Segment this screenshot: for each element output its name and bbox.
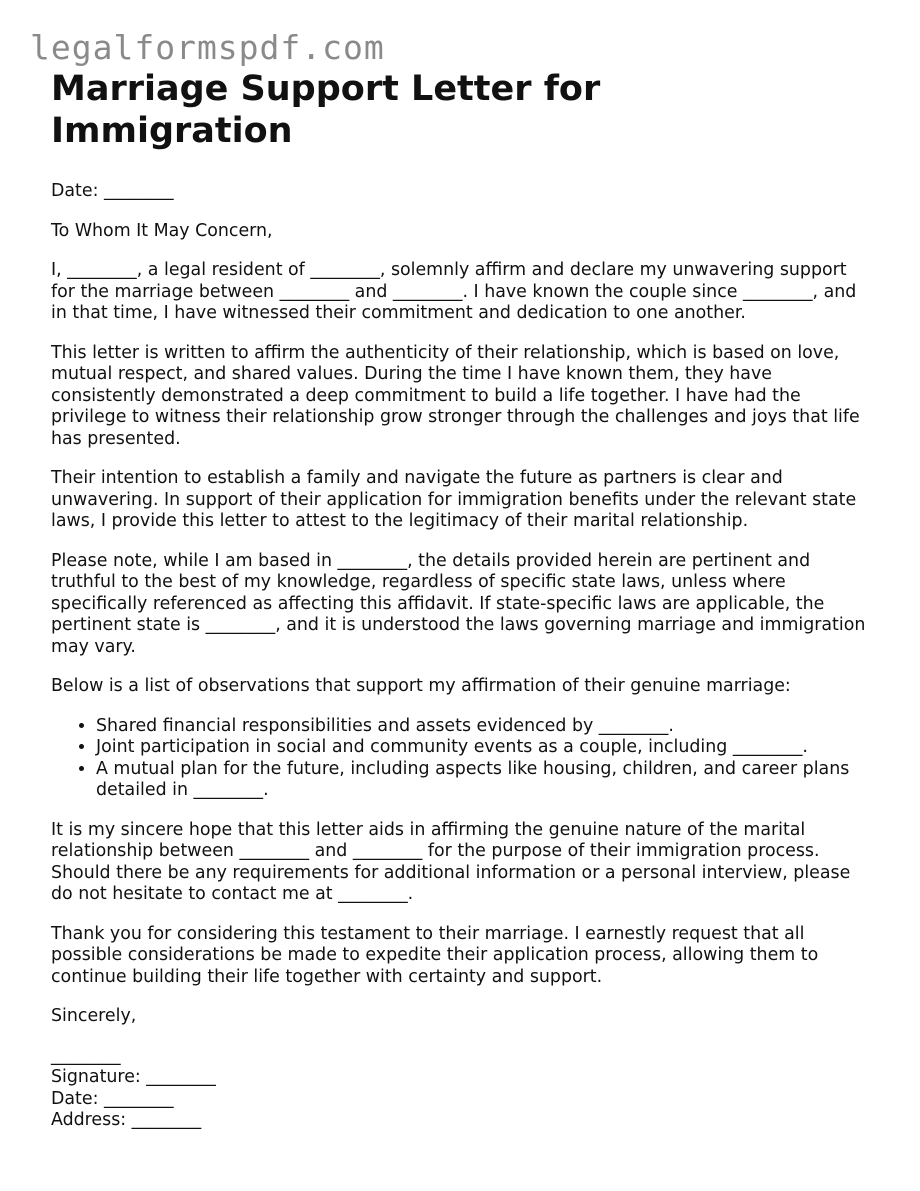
paragraph-affirmation: I, ________, a legal resident of ________, solemnly affirm and declare my unwavering support for the marriage between ________ and ________. I have known the couple since ________, and in that time, I have witnessed their commitment and dedication to one another. xyxy=(51,260,857,323)
date-line: Date: ________ xyxy=(51,181,174,201)
signoff: Sincerely, xyxy=(51,1006,137,1026)
watermark-text: legalformspdf.com xyxy=(30,28,385,67)
paragraph-hope: It is my sincere hope that this letter aids in affirming the genuine nature of the marital relationship between ________ and ________ for the purpose of their immigration process. Should there be any requirements for additional information or a personal interview, please do not hesitate to contact me at ________. xyxy=(51,819,851,904)
paragraph-authenticity: This letter is written to affirm the authenticity of their relationship, which is based on love, mutual respect, and shared values. During the time I have known them, they have consistently demonstrated a deep commitment to build a life together. I have had the privilege to witness their relationship grow stronger through the challenges and joys that life has presented. xyxy=(51,342,860,449)
signature-field: Signature: ________ xyxy=(51,1067,216,1087)
salutation: To Whom It May Concern, xyxy=(51,220,273,241)
paragraph-intention: Their intention to establish a family and navigate the future as partners is clear and unwavering. In support of their application for immigration benefits under the relevant state laws, I provide this letter to attest to the legitimacy of their marital relationship. xyxy=(51,468,857,531)
list-item: • A mutual plan for the future, including aspects like housing, children, and career plans detailed in ________. xyxy=(96,759,871,802)
signature-line: ________ xyxy=(51,1045,121,1066)
signature-block xyxy=(51,1046,871,1132)
signature-date-field: Date: ________ xyxy=(51,1088,174,1109)
letter-document xyxy=(51,68,871,1132)
list-item: • Shared financial responsibilities and assets evidenced by ________. xyxy=(96,716,871,738)
address-field: Address: ________ xyxy=(51,1110,202,1130)
paragraph-state-note: Please note, while I am based in ________, the details provided herein are pertinent and truthful to the best of my knowledge, regardless of specific state laws, unless where specifically referenced as affecting this affidavit. If state-specific laws are applicable, the pertinent state is ________, and it is understood the laws governing marriage and immigration may vary. xyxy=(51,550,866,657)
observations-list xyxy=(51,716,871,802)
document-title: Marriage Support Letter for Immigration xyxy=(51,69,601,151)
paragraph-observations-intro: Below is a list of observations that support my affirmation of their genuine marriage: xyxy=(51,676,791,696)
list-item: • Joint participation in social and community events as a couple, including ________. xyxy=(96,737,871,759)
paragraph-thanks: Thank you for considering this testament to their marriage. I earnestly request that all possible considerations be made to expedite their application process, allowing them to continue building their life together with certainty and support. xyxy=(51,923,819,987)
